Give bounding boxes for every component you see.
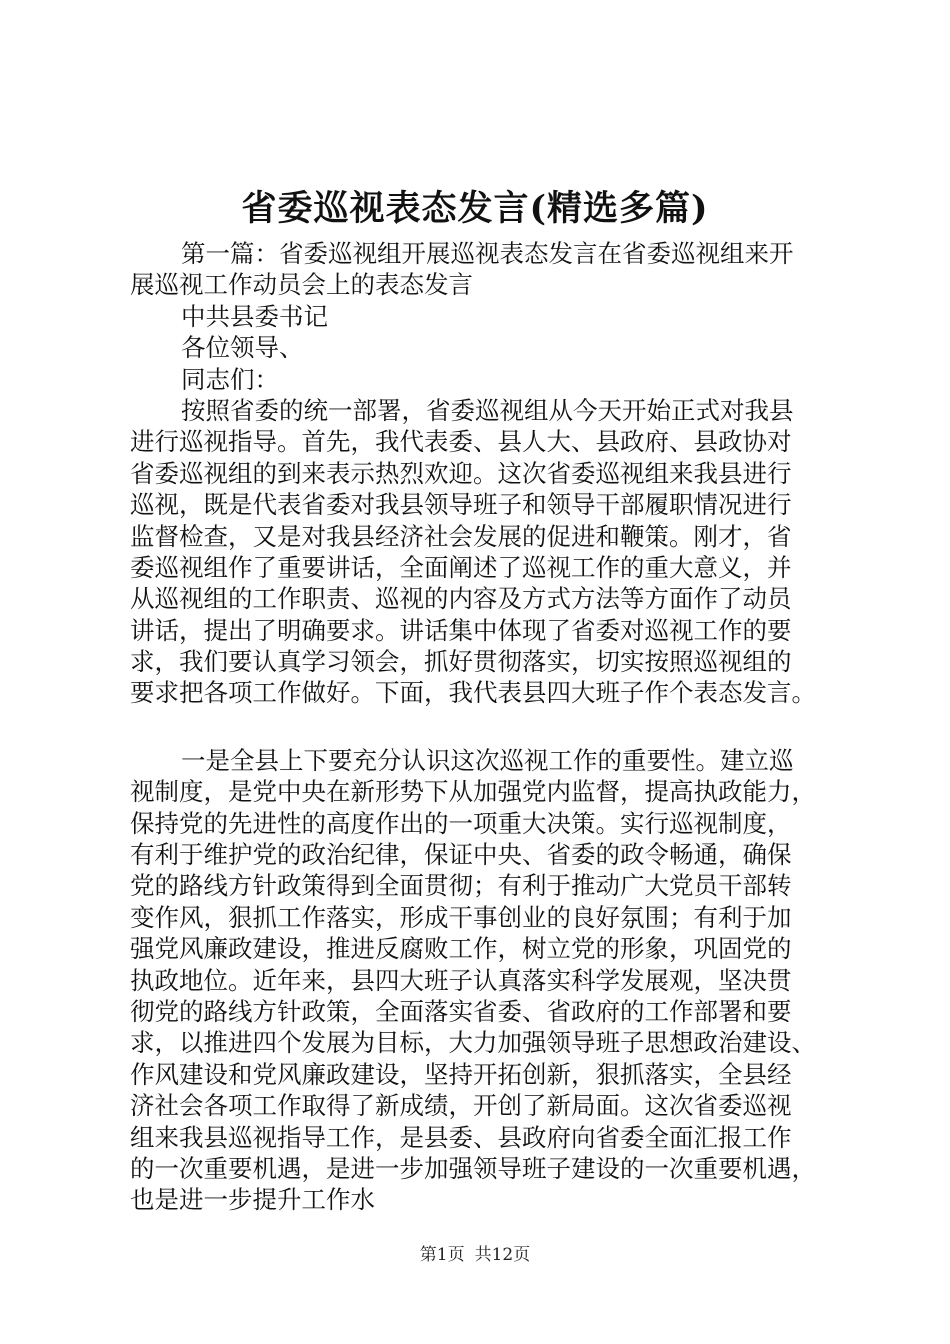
text-line: 一是全县上下要充分认识这次巡视工作的重要性。建立巡: [181, 745, 794, 775]
text-line: 巡视，既是代表省委对我县领导班子和领导干部履职情况进行: [130, 490, 792, 520]
text-line: 变作风，狠抓工作落实，形成干事创业的良好氛围；有利于加: [130, 902, 792, 932]
text-line: 按照省委的统一部署，省委巡视组从今天开始正式对我县: [181, 395, 794, 425]
text-line: 求，以推进四个发展为目标，大力加强领导班子思想政治建设、: [130, 1028, 816, 1058]
text-line: 保持党的先进性的高度作出的一项重大决策。实行巡视制度，: [130, 808, 792, 838]
text-line: 监督检查，又是对我县经济社会发展的促进和鞭策。刚才，省: [130, 521, 792, 551]
text-line: 讲话，提出了明确要求。讲话集中体现了省委对巡视工作的要: [130, 615, 792, 645]
intro-heading: [130, 238, 830, 301]
paragraph-1: [130, 395, 830, 709]
text-line: 省委巡视组的到来表示热烈欢迎。这次省委巡视组来我县进行: [130, 458, 792, 488]
text-line: 有利于维护党的政治纪律，保证中央、省委的政令畅通，确保: [130, 840, 792, 870]
page-number: 第1页: [419, 1245, 465, 1265]
text-line: 视制度，是党中央在新形势下从加强党内监督，提高执政能力，: [130, 777, 816, 807]
text-line: 要求把各项工作做好。下面，我代表县四大班子作个表态发言。: [130, 678, 816, 708]
salutation-line: 各位领导、: [181, 333, 304, 363]
text-line: 党的路线方针政策得到全面贯彻；有利于推动广大党员干部转: [130, 871, 792, 901]
text-line: 委巡视组作了重要讲话，全面阐述了巡视工作的重大意义，并: [130, 552, 792, 582]
text-line: 第一篇：省委巡视组开展巡视表态发言在省委巡视组来开: [181, 239, 794, 268]
page-footer: [0, 1243, 950, 1267]
speaker-line: 中共县委书记: [181, 301, 328, 331]
salutation-line: 同志们：: [181, 364, 279, 394]
text-line: 展巡视工作动员会上的表态发言: [130, 270, 473, 300]
page-total: 共12页: [474, 1245, 531, 1265]
document-body: [130, 238, 830, 1216]
text-line: 执政地位。近年来，县四大班子认真落实科学发展观，坚决贯: [130, 965, 792, 995]
text-line: 进行巡视指导。首先，我代表委、县人大、县政府、县政协对: [130, 427, 792, 457]
text-line: 济社会各项工作取得了新成绩，开创了新局面。这次省委巡视: [130, 1091, 792, 1121]
text-line: 彻党的路线方针政策，全面落实省委、省政府的工作部署和要: [130, 996, 792, 1026]
text-line: 从巡视组的工作职责、巡视的内容及方式方法等方面作了动员: [130, 584, 792, 614]
paragraph-2: [130, 745, 830, 1216]
paragraph-spacer: [130, 709, 830, 745]
text-line: 的一次重要机遇，是进一步加强领导班子建设的一次重要机遇，: [130, 1153, 816, 1183]
text-line: 组来我县巡视指导工作，是县委、县政府向省委全面汇报工作: [130, 1122, 792, 1152]
text-line: 作风建设和党风廉政建设，坚持开拓创新，狠抓落实，全县经: [130, 1059, 792, 1089]
document-title: 省委巡视表态发言(精选多篇): [241, 188, 709, 229]
text-line: 求，我们要认真学习领会，抓好贯彻落实，切实按照巡视组的: [130, 647, 792, 677]
text-line: 强党风廉政建设，推进反腐败工作，树立党的形象，巩固党的: [130, 934, 792, 964]
text-line: 也是进一步提升工作水: [130, 1185, 375, 1215]
